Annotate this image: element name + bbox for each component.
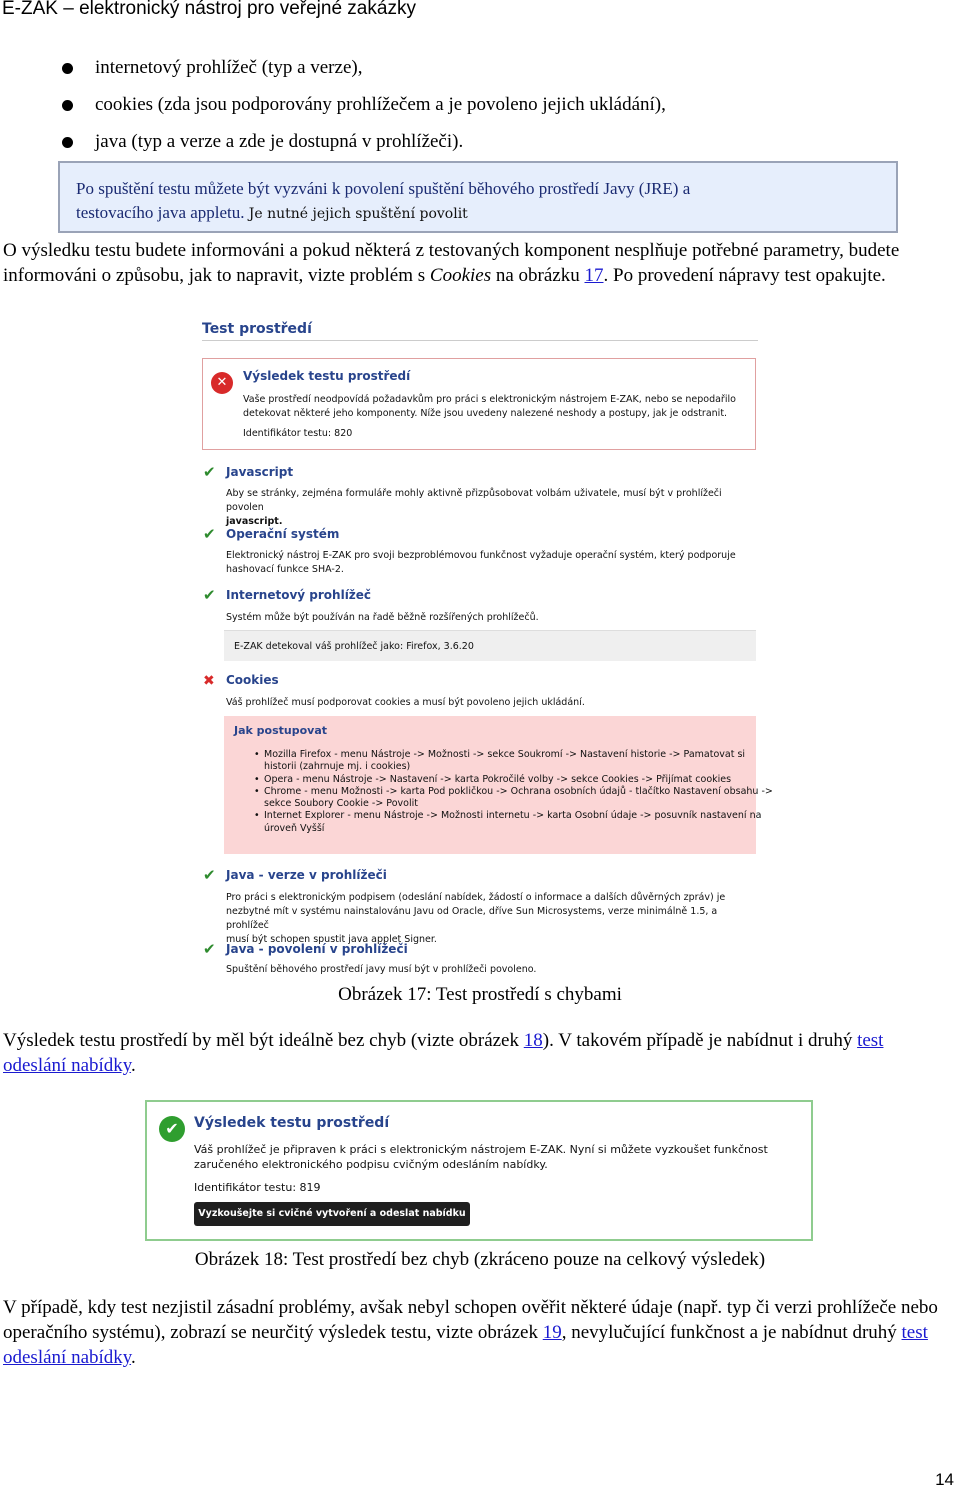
- check-icon: ✔: [203, 525, 216, 543]
- instruction-item: • Chrome - menu Možnosti -> karta Pod pokličkou -> Ochrana osobních údajů - tlačítko Nastavení obsahu ->: [264, 786, 789, 798]
- item-text-java-allow: Spuštění běhového prostředí javy musí být v prohlížeči povoleno.: [226, 964, 537, 975]
- error-icon: ✕: [211, 372, 233, 394]
- cookies-instructions-box: [224, 716, 773, 854]
- success-line: zaručeného elektronického podpisu cvičným odesláním nabídky.: [194, 1158, 548, 1171]
- paragraph-text: , nevylučující funkčnost a je nabídnut druhý: [561, 1322, 902, 1343]
- test-heading: Test prostředí: [202, 321, 312, 337]
- test-submission-link[interactable]: test odeslání nabídky: [3, 1030, 884, 1076]
- detected-browser: E-ZAK detekoval váš prohlížeč jako: Firefox, 3.6.20: [234, 641, 474, 652]
- paragraph-text: ). V takovém případě je nabídnut i druhý: [542, 1030, 858, 1051]
- figure-18-screenshot: [145, 1100, 813, 1241]
- error-box-text: [243, 393, 753, 441]
- check-icon: ✔: [203, 463, 216, 481]
- instruction-item: • Opera - menu Nástroje -> Nastavení -> karta Pokročilé volby -> sekce Cookies -> Přijímat cookies: [264, 774, 789, 786]
- check-icon: ✔: [203, 866, 216, 884]
- instruction-item-continued: sekce Soubory Cookie -> Povolit: [264, 798, 418, 810]
- note-line-1: Po spuštění testu můžete být vyzváni k povolení spuštění běhového prostředí Javy (JRE) a: [76, 179, 691, 198]
- how-to-title: Jak postupovat: [234, 724, 328, 737]
- requirements-list: [60, 52, 940, 163]
- figure-17-caption: Obrázek 17: Test prostředí s chybami: [338, 984, 622, 1005]
- instruction-item-continued: historii (zahrnuje mj. i cookies): [264, 761, 411, 773]
- figure-19-link[interactable]: 19: [542, 1322, 562, 1343]
- error-box-title: Výsledek testu prostředí: [243, 369, 411, 383]
- figure-18-caption: Obrázek 18: Test prostředí bez chyb (zkráceno pouze na celkový výsledek): [194, 1249, 766, 1270]
- item-line: Aby se stránky, zejména formuláře mohly aktivně přizpůsobovat volbám uživatele, musí být v prohlížeči povolen: [226, 488, 722, 513]
- item-title-cookies: Cookies: [226, 673, 279, 687]
- list-item: [60, 89, 940, 126]
- paragraph-uncertain-result: [3, 1295, 943, 1370]
- test-id: Identifikátor testu: 819: [194, 1181, 321, 1194]
- test-submission-link[interactable]: test odeslání nabídky: [3, 1322, 928, 1368]
- paragraph-text: . Po provedení nápravy test opakujte.: [603, 265, 886, 286]
- instruction-item: • Mozilla Firefox - menu Nástroje -> Možnosti -> sekce Soukromí -> Nastavení historie -> Pamatovat si: [264, 749, 789, 761]
- item-line: Pro práci s elektronickým podpisem (odeslání nabídek, žádostí o informace a dalších důvěrných zpráv) je: [226, 892, 726, 903]
- item-text-java-version: [226, 891, 758, 947]
- list-item: [60, 126, 940, 163]
- divider: [202, 340, 758, 341]
- item-text-browser: Systém může být používán na řadě běžně rozšířených prohlížečů.: [226, 612, 539, 623]
- bullet-icon: [62, 63, 73, 74]
- item-line: Elektronický nástroj E-ZAK pro svoji bezproblémovou funkčnost vyžaduje operační systém, který podporuje: [226, 550, 736, 561]
- detected-browser-box: [224, 630, 756, 661]
- instruction-item-continued: úroveň Vyšší: [264, 822, 325, 834]
- item-text-cookies: Váš prohlížeč musí podporovat cookies a musí být povoleno jejich ukládání.: [226, 697, 585, 708]
- note-emphasis: Je nutné jejich spuštění povolit: [248, 206, 468, 222]
- item-text-os: [226, 549, 756, 577]
- list-item-text: internetový prohlížeč (typ a verze),: [95, 57, 363, 78]
- list-item-text: java (typ a verze a zde je dostupná v prohlížeči).: [95, 131, 464, 152]
- paragraph-text: V případě, kdy test nezjistil zásadní problémy, avšak nebyl schopen ověřit některé údaje (např. typ či verzi prohlížeče nebo operačního systému), zobrazí se neurčitý výsledek testu, vizte obrázek: [3, 1297, 938, 1343]
- check-icon: ✔: [203, 940, 216, 958]
- cross-icon: ✖: [203, 673, 215, 689]
- instructions-list: [224, 749, 789, 835]
- item-title-browser: Internetový prohlížeč: [226, 588, 372, 602]
- bullet-icon: [62, 137, 73, 148]
- item-title-os: Operační systém: [226, 527, 340, 541]
- paragraph-text: na obrázku: [491, 265, 585, 286]
- item-line: javascript.: [226, 516, 283, 527]
- error-result-box: [202, 358, 756, 450]
- figure-17-link[interactable]: 17: [584, 265, 604, 286]
- item-line: musí být schopen spustit java applet Signer.: [226, 934, 437, 945]
- instruction-item: • Internet Explorer - menu Nástroje -> Možnosti internetu -> karta Osobní údaje -> posuvník nastavení na: [264, 810, 789, 822]
- success-check-icon: ✔: [159, 1116, 185, 1142]
- info-note: [58, 161, 898, 233]
- cookies-italic: Cookies: [429, 265, 492, 286]
- item-line: hashovací funkce SHA-2.: [226, 564, 344, 575]
- page-number: 14: [935, 1470, 954, 1489]
- figure-18-link[interactable]: 18: [523, 1030, 543, 1051]
- paragraph-test-result: [3, 238, 943, 288]
- item-title-java-allow: Java - povolení v prohlížeči: [226, 942, 408, 956]
- note-line-2: testovacího java appletu.: [76, 203, 249, 222]
- success-text: [194, 1142, 809, 1195]
- list-item: [60, 52, 940, 89]
- bullet-icon: [62, 100, 73, 111]
- success-title: Výsledek testu prostředí: [194, 1115, 390, 1131]
- error-line: detekovat některé jeho komponenty. Níže jsou uvedeny nalezené neshody a postupy, jak je odstranit.: [243, 408, 728, 419]
- paragraph-text: O výsledku testu budete informováni a pokud některá z testovaných komponent nesplňuje potřebné parametry, budete informováni o způsobu, jak to napravit, vizte problém s: [3, 240, 900, 286]
- paragraph-ideal-result: [3, 1028, 943, 1078]
- item-line: nezbytné mít v systému nainstalovánu Javu od Oracle, dříve Sun Microsystems, verze minimálně 1.5, a prohlížeč: [226, 906, 718, 931]
- list-item-text: cookies (zda jsou podporovány prohlížečem a je povoleno jejich ukládání),: [95, 94, 666, 115]
- paragraph-text: .: [131, 1055, 136, 1076]
- try-submission-button[interactable]: Vyzkoušejte si cvičné vytvoření a odeslat nabídku: [194, 1202, 470, 1226]
- item-title-javascript: Javascript: [226, 465, 294, 479]
- item-title-java-version: Java - verze v prohlížeči: [226, 868, 387, 882]
- paragraph-text: Výsledek testu prostředí by měl být ideálně bez chyb (vizte obrázek: [3, 1030, 524, 1051]
- check-icon: ✔: [203, 586, 216, 604]
- test-id: Identifikátor testu: 820: [243, 428, 353, 439]
- item-text-javascript: [226, 487, 756, 529]
- paragraph-text: .: [131, 1347, 136, 1368]
- success-line: Váš prohlížeč je připraven k práci s elektronickým nástrojem E-ZAK. Nyní si můžete vyzkoušet funkčnost: [194, 1143, 768, 1156]
- document-header: E-ZAK – elektronický nástroj pro veřejné zakázky: [2, 0, 416, 19]
- error-line: Vaše prostředí neodpovídá požadavkům pro práci s elektronickým nástrojem E-ZAK, nebo se nepodařilo: [243, 394, 736, 405]
